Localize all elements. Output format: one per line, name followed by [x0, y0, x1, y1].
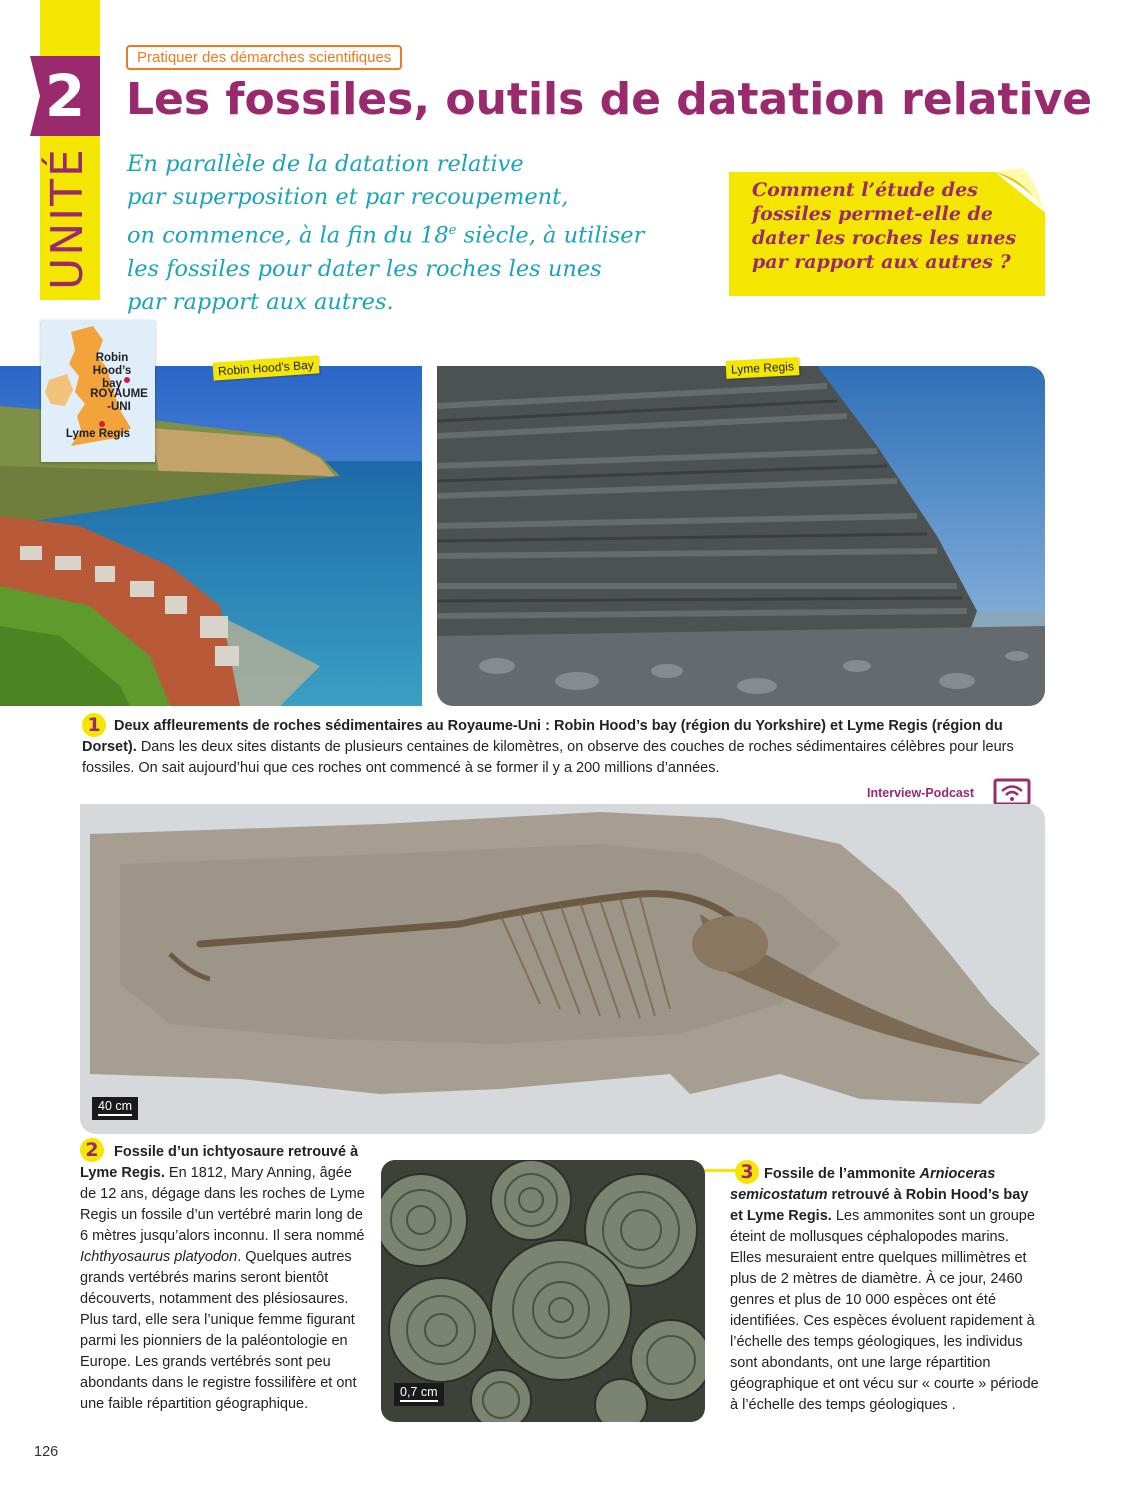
intro-line-3	[127, 214, 707, 253]
caption-doc-2-text-end: . Quelques autres grands vertébrés marins seront bientôt découverts, notamment des plésiosaures. Plus tard, elle sera l’unique femme figurant parmi les pionniers de la paléontologie en Europe. Les grands vertébrés sont peu abondants dans le registre fossilifère et ont une faible répartition géographique.	[80, 1249, 357, 1412]
intro-line-1: En parallèle de la datation relative	[127, 151, 524, 177]
unit-label: UNITÉ	[42, 147, 93, 290]
caption-doc-3-title-end: retrouvé à Robin Hood’s bay et Lyme Regis.	[730, 1187, 1029, 1224]
question-text: Comment l’étude des fossiles permet-elle de dater les roches les unes par rapport aux autres ?	[752, 179, 1017, 273]
scale-bar-ammonite-label: 0,7 cm	[400, 1385, 438, 1402]
caption-doc-2-title: Fossile d’un ichtyosaure retrouvé à Lyme Regis.	[80, 1144, 359, 1181]
caption-doc-3	[730, 1164, 1042, 1416]
caption-doc-2-species: Ichthyosaurus platyodon	[80, 1249, 238, 1265]
intro-line-3-end: siècle, à utiliser	[456, 222, 645, 249]
doc-number-badge-1: 1	[82, 713, 106, 737]
caption-doc-1-text: Dans les deux sites distants de plusieurs centaines de kilomètres, on observe des couches de roches sédimentaires célèbres pour leurs fossiles. On sait aujourd’hui que ces roches ont commencé à se former il y a 200 millions d’années.	[82, 739, 1014, 776]
page-title: Les fossiles, outils de datation relative	[126, 74, 1093, 125]
caption-doc-3-text: Les ammonites sont un groupe éteint de mollusques céphalopodes marins. Elles mesuraient entre quelques millimètres et plus de 2 mètres de diamètre. À ce jour, 2460 genres et plus de 10 000 espèces ont été identifiées. Ces espèces évoluent rapidement à l’échelle des temps géologiques, les individus sont abondants, ont une large répartition géographique et ont vécu sur « courte » période à l’échelle des temps géologiques .	[730, 1208, 1039, 1413]
photo-tag-robin-hoods-bay: Robin Hood’s Bay	[213, 355, 320, 380]
intro-line-3-start: on commence, à la fin du 18	[127, 222, 449, 249]
podcast-link[interactable]: Interview-Podcast	[867, 786, 974, 800]
page-number: 126	[34, 1444, 59, 1460]
map-label-royaume-uni: ROYAUME -UNI	[90, 388, 148, 413]
scale-bar-ichthyosaur	[92, 1097, 138, 1120]
caption-doc-1-title: Deux affleurements de roches sédimentaires au Royaume-Uni : Robin Hood’s bay (région du Yorkshire) et Lyme Regis (région du Dorset).	[82, 718, 1003, 755]
caption-doc-3-title-start: Fossile de l’ammonite	[764, 1166, 916, 1182]
photo-ichthyosaur-fossil	[80, 804, 1045, 1134]
caption-doc-3-species: Arnioceras semicostatum	[730, 1166, 996, 1203]
section-tag: Pratiquer des démarches scientifiques	[126, 45, 402, 70]
scale-bar-ichthyosaur-label: 40 cm	[98, 1099, 132, 1116]
caption-doc-2	[80, 1142, 372, 1415]
caption-doc-2-text: En 1812, Mary Anning, âgée de 12 ans, dégage dans les roches de Lyme Regis un fossile d’un vertébré marin long de 6 mètres jusqu’alors inconnu. Il sera nommé	[80, 1165, 365, 1244]
caption-doc-1	[82, 716, 1042, 779]
photo-lyme-regis	[437, 366, 1045, 706]
intro-century-sup: e	[448, 223, 457, 238]
photo-tag-lyme-regis: Lyme Regis	[726, 357, 800, 379]
intro-line-2: par superposition et par recoupement,	[127, 184, 569, 210]
doc-number-badge-2: 2	[80, 1138, 104, 1162]
unit-number: 2	[44, 62, 86, 130]
intro-line-4: les fossiles pour dater les roches les unes	[127, 255, 602, 282]
doc-number-badge-3: 3	[735, 1160, 759, 1184]
map-label-lyme-regis: Lyme Regis	[65, 428, 131, 440]
intro-text	[127, 148, 707, 319]
map-label-robin-hoods-bay: Robin Hood’s bay	[92, 352, 132, 390]
scale-bar-ammonite	[394, 1383, 444, 1406]
intro-line-5: par rapport aux autres.	[127, 288, 394, 315]
